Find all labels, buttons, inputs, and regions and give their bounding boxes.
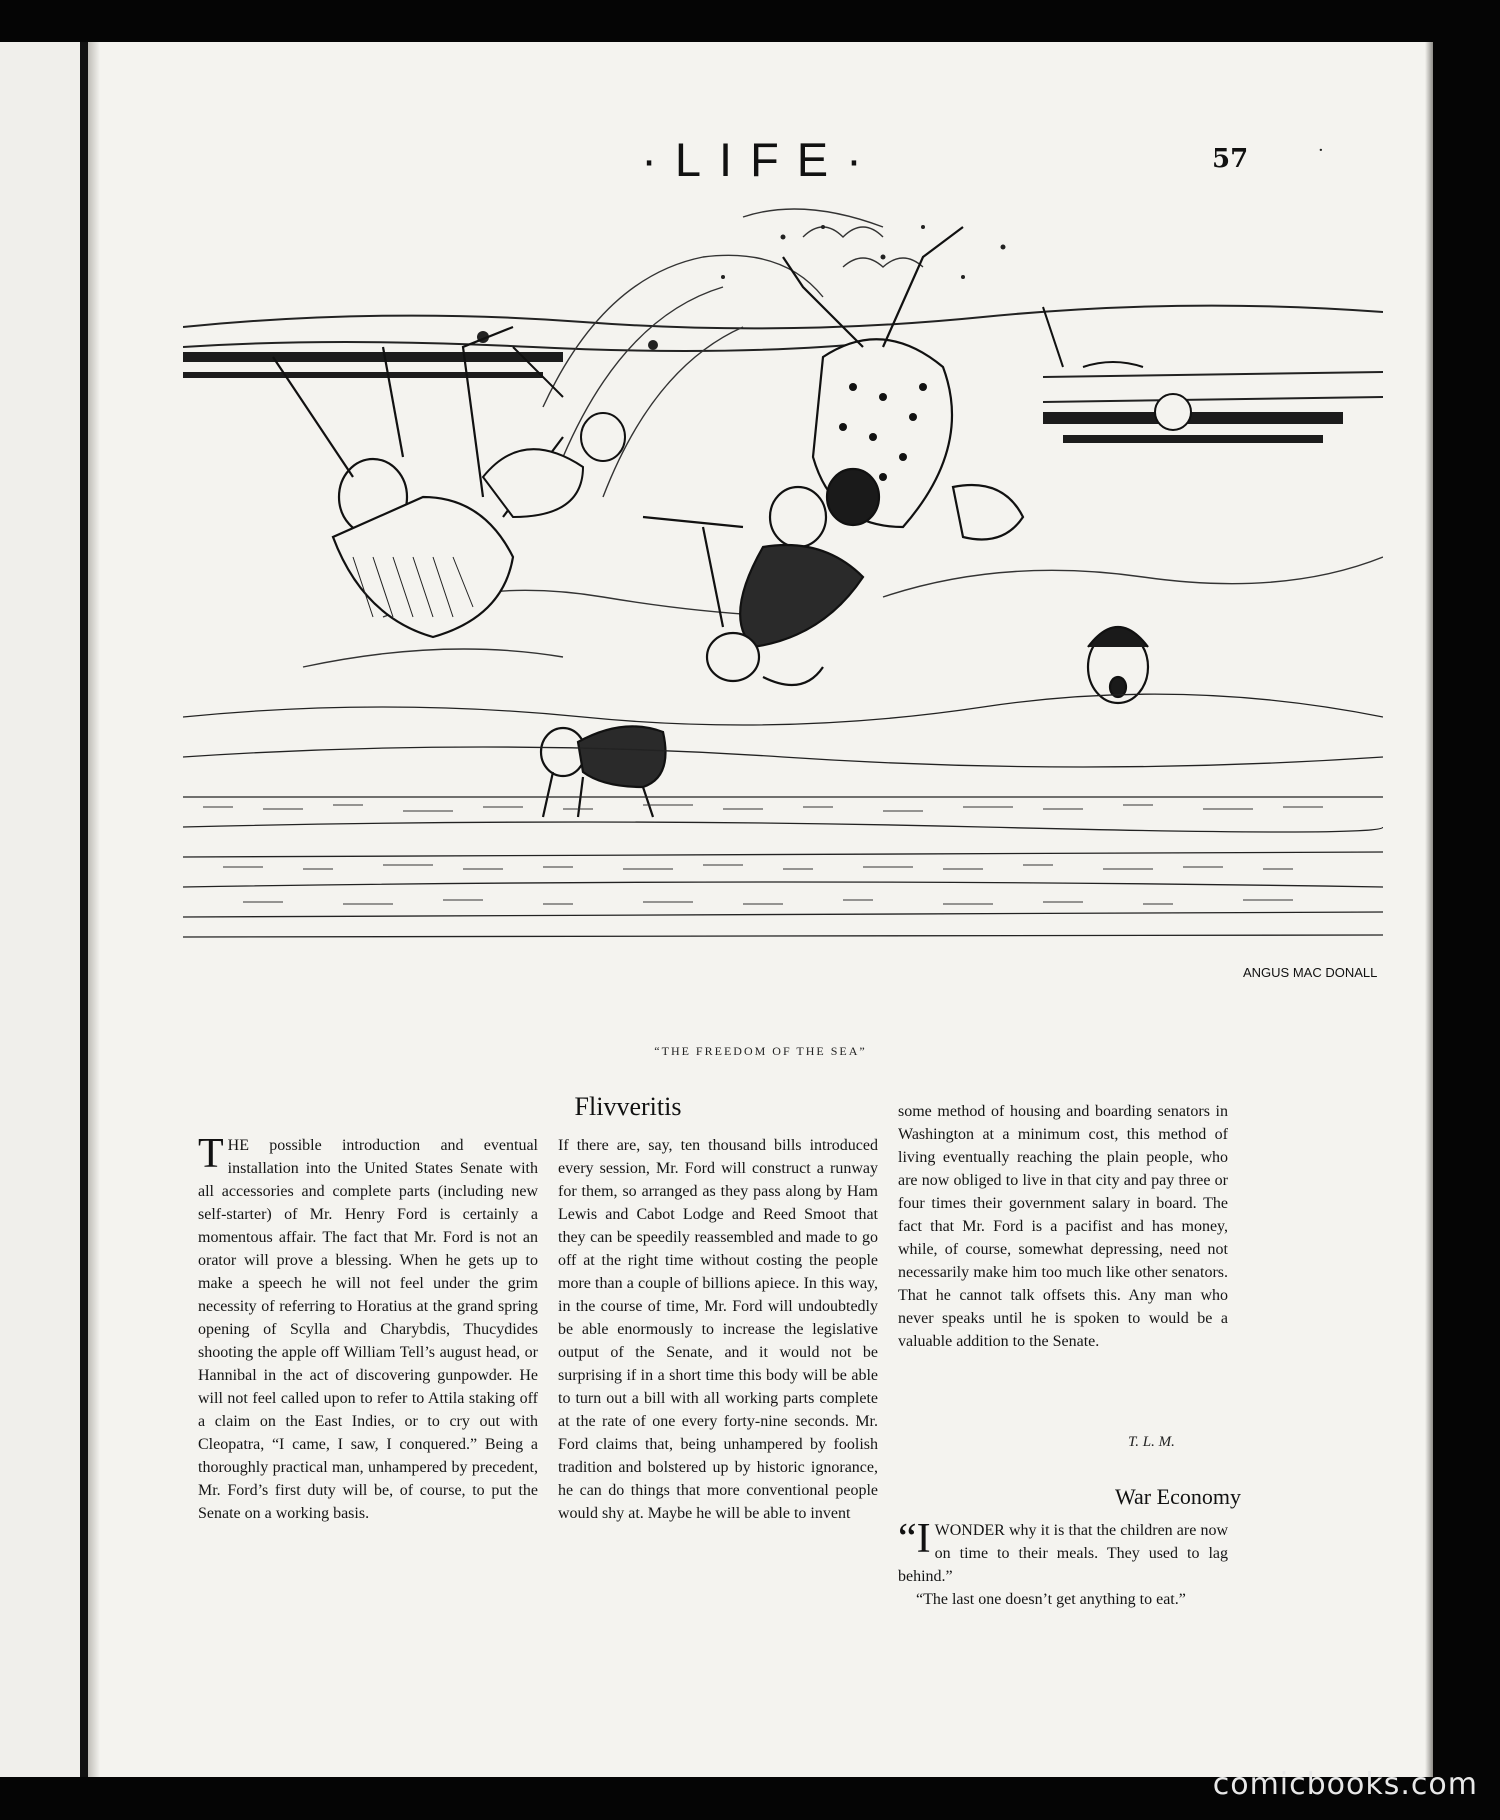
war-economy-para-2: “The last one doesn’t get anything to eat.” [916, 1591, 1186, 1608]
surf-scene-drawing [183, 197, 1383, 1017]
cartoon-illustration [183, 197, 1383, 1017]
masthead-title: ·LIFE· [641, 133, 880, 186]
artist-signature: ANGUS MAC DONALL [1243, 965, 1378, 980]
page-number: 57 [1212, 144, 1249, 174]
war-economy-para-1-text: WONDER why it is that the children are now on time to their meals. They used to lag behind.” [898, 1522, 1228, 1585]
war-economy-para-1 [898, 1516, 1228, 1588]
column-1-text: HE possible introduction and eventual installation into the United States Senate with all accessories and complete parts (including new self-starter) of Mr. Henry Ford is certainly a momentous affair. The fact that Mr. Ford is not an orator will prove a blessing. When he gets up to make a speech he will not feel under the grim necessity of referring to Horatius at the grand spring opening of Scylla and Charybdis, Thucydides shooting the apple off William Tell’s august head, or Hannibal in the act of discovering gunpowder. He will not feel called upon to refer to Attila staking off a claim on the East Indies, or to cry out with Cleopatra, “I came, I saw, I conquered.” Being a thoroughly practical man, unhampered by precedent, Mr. Ford’s first duty will be, of course, to put the Senate on a working basis. [198, 1137, 538, 1522]
article-war-economy-body [898, 1516, 1228, 1611]
article-title-war-economy: War Economy [1115, 1484, 1241, 1509]
illustration-caption: “THE FREEDOM OF THE SEA” [654, 1044, 867, 1058]
column-3-text: some method of housing and boarding senators in Washington at a minimum cost, this method of living eventually reaching the plain people, who are now obliged to live in that city and pay three or four times their government salary in board. The fact that Mr. Ford is a pacifist and has money, while, of course, somewhat depressing, need not necessarily make him too much like other senators. That he cannot talk offsets this. Any man who never speaks until he is spoken to would be a valuable addition to the Senate. [898, 1103, 1228, 1350]
drop-cap: T [198, 1131, 224, 1177]
article-column-1 [198, 1131, 538, 1525]
article-column-2 [558, 1134, 878, 1525]
column-2-text: If there are, say, ten thousand bills introduced every session, Mr. Ford will construct a runway for them, so arranged as they pass along by Ham Lewis and Cabot Lodge and Reed Smoot that they can be speedily reassembled and made to go off at the right time without costing the people more than a couple of billions apiece. In this way, in the course of time, Mr. Ford will undoubtedly be able enormously to increase the legislative output of the Senate, and it would not be surprising if in a short time this body will be able to turn out a bill with all working parts complete at the rate of one every forty-nine seconds. Mr. Ford claims that, being unhampered by foolish tradition and bolstered up by historic ignorance, he can do things that more conventional people would shy at. Maybe he will be able to invent [558, 1137, 878, 1522]
author-initials: T. L. M. [1128, 1434, 1175, 1450]
facing-page-strip [0, 42, 84, 1777]
article-title-flivveritis: Flivveritis [574, 1092, 682, 1121]
article-column-3 [898, 1100, 1228, 1353]
page-dot-mark: · [1318, 140, 1324, 161]
binding-gutter [80, 42, 88, 1777]
page-edge [1425, 42, 1433, 1777]
magazine-page [88, 42, 1433, 1777]
drop-cap-2: “I [898, 1516, 931, 1562]
page-gutter-shadow [88, 42, 100, 1777]
site-watermark: comicbooks.com [1212, 1767, 1478, 1802]
